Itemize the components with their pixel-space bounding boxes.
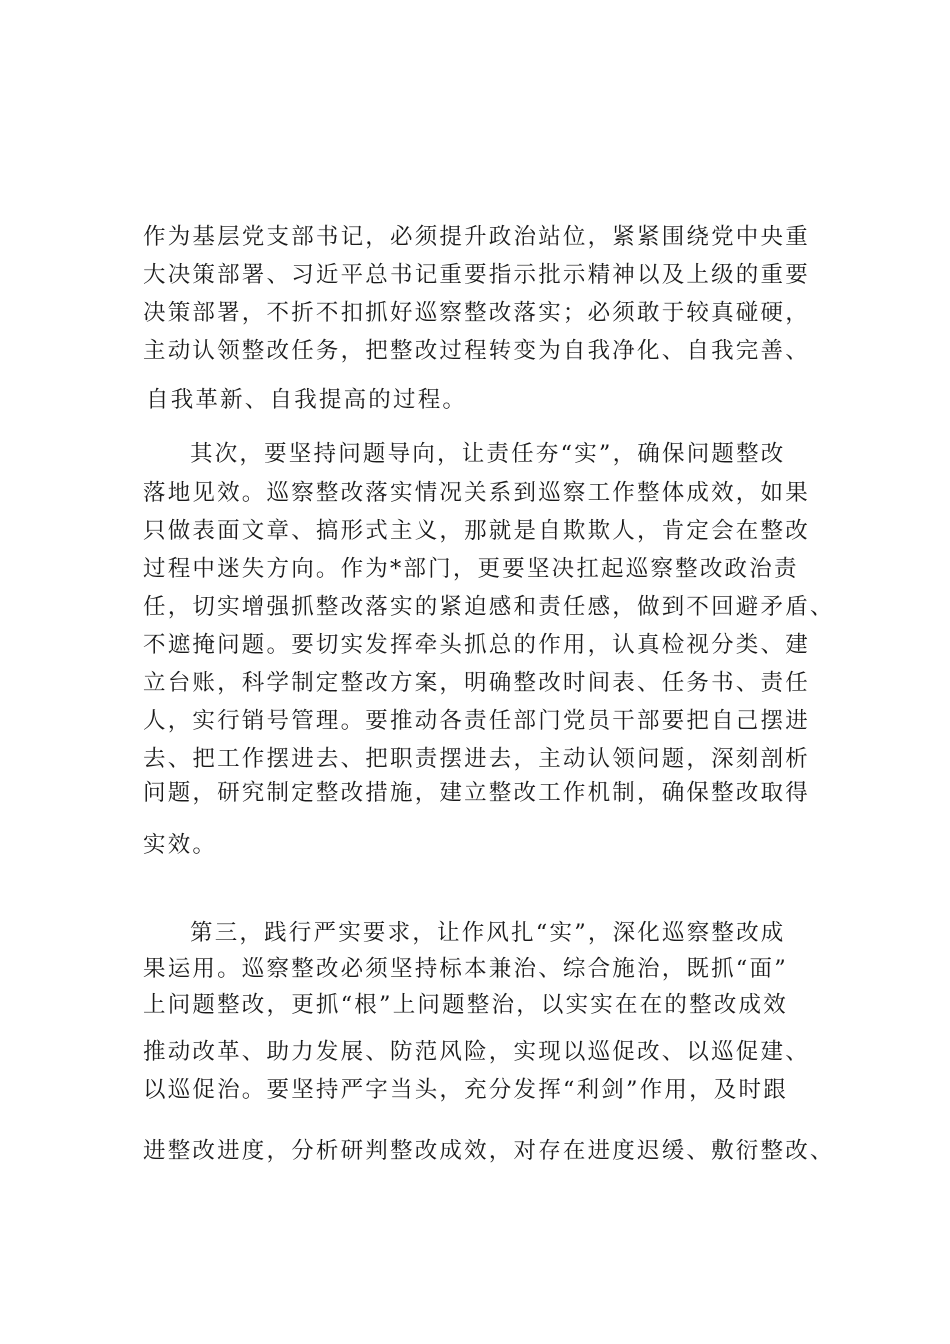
text-line: 只做表面文章、搞形式主义，那就是自欺欺人，肯定会在整改	[143, 518, 810, 544]
text-line: 决策部署，不折不扣抓好巡察整改落实；必须敢于较真碰硬，	[143, 300, 810, 326]
text-line: 第三，践行严实要求，让作风扎“实”，深化巡察整改成	[190, 920, 786, 946]
text-line: 其次，要坚持问题导向，让责任夯“实”，确保问题整改	[190, 441, 786, 467]
text-line: 进整改进度，分析研判整改成效，对存在进度迟缓、敷衍整改、	[143, 1138, 835, 1164]
text-line: 大决策部署、习近平总书记重要指示批示精神以及上级的重要	[143, 262, 810, 288]
text-line: 果运用。巡察整改必须坚持标本兼治、综合施治，既抓“面”	[143, 956, 788, 982]
text-line: 人，实行销号管理。要推动各责任部门党员干部要把自己摆进	[143, 708, 810, 734]
text-line: 自我革新、自我提高的过程。	[146, 387, 468, 413]
text-line: 过程中迷失方向。作为*部门，更要坚决扛起巡察整改政治责	[143, 556, 799, 582]
text-line: 作为基层党支部书记，必须提升政治站位，紧紧围绕党中央重	[143, 224, 810, 250]
text-line: 问题，研究制定整改措施，建立整改工作机制，确保整改取得	[143, 780, 810, 806]
text-line: 推动改革、助力发展、防范风险，实现以巡促改、以巡促建、	[143, 1039, 810, 1065]
text-line: 主动认领整改任务，把整改过程转变为自我净化、自我完善、	[143, 338, 810, 364]
text-line: 立台账，科学制定整改方案，明确整改时间表、任务书、责任	[143, 670, 810, 696]
text-line: 以巡促治。要坚持严字当头，充分发挥“利剑”作用，及时跟	[143, 1077, 788, 1103]
text-line: 上问题整改，更抓“根”上问题整治，以实实在在的整改成效	[143, 992, 788, 1018]
text-line: 落地见效。巡察整改落实情况关系到巡察工作整体成效，如果	[143, 480, 810, 506]
text-line: 不遮掩问题。要切实发挥牵头抓总的作用，认真检视分类、建	[143, 632, 810, 658]
text-line: 任，切实增强抓整改落实的紧迫感和责任感，做到不回避矛盾、	[143, 594, 835, 620]
text-line: 去、把工作摆进去、把职责摆进去，主动认领问题，深刻剖析	[143, 746, 810, 772]
text-line: 实效。	[143, 832, 218, 858]
